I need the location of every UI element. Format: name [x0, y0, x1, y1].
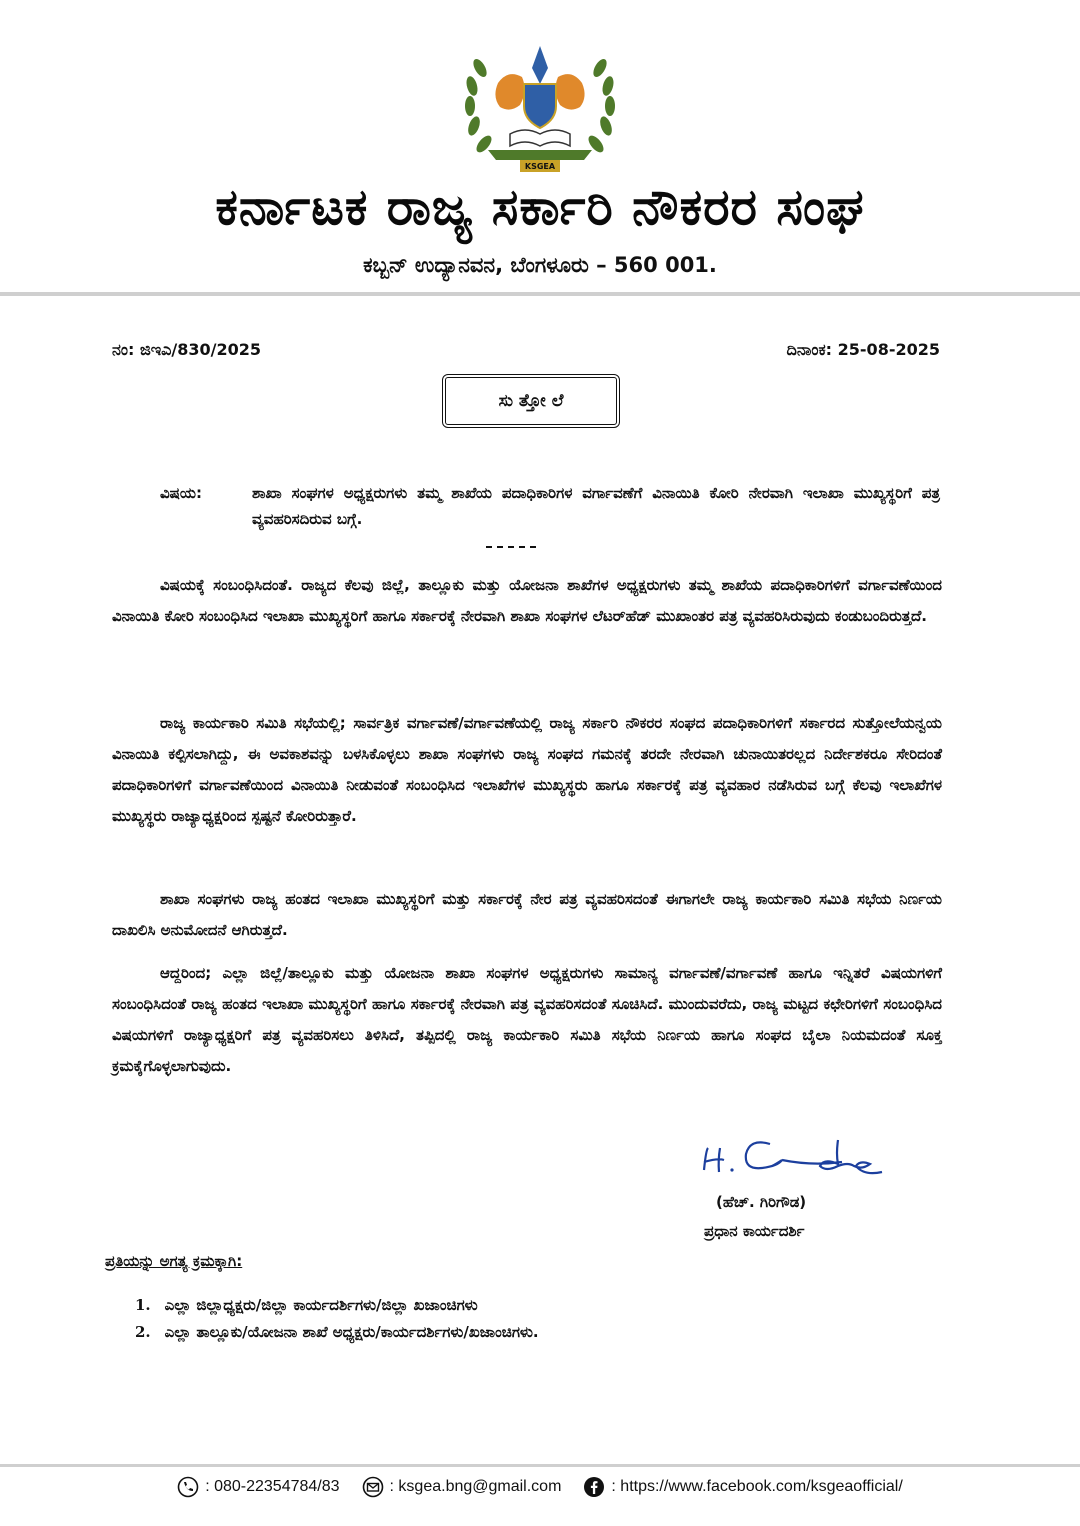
signatory-designation: ಪ್ರಧಾನ ಕಾರ್ಯದರ್ಶಿ — [704, 1222, 805, 1240]
contact-footer — [0, 1476, 1080, 1498]
list-item-text: ಎಲ್ಲಾ ಜಿಲ್ಲಾಧ್ಯಕ್ಷರು/ಜಿಲ್ಲಾ ಕಾರ್ಯದರ್ಶಿಗಳು/ಜಿಲ್ಲಾ ಖಜಾಂಚಿಗಳು — [164, 1296, 478, 1314]
circular-label-box — [442, 374, 620, 428]
phone-icon — [177, 1476, 199, 1498]
organization-title: ಕರ್ನಾಟಕ ರಾಜ್ಯ ಸರ್ಕಾರಿ ನೌಕರರ ಸಂಘ — [215, 178, 865, 236]
footer-email[interactable] — [362, 1476, 562, 1498]
list-item — [135, 1296, 478, 1314]
lion-left-icon — [495, 74, 524, 109]
lion-right-icon — [555, 74, 584, 109]
base-ribbon-icon — [488, 150, 592, 160]
body-paragraph-1: ವಿಷಯಕ್ಕೆ ಸಂಬಂಧಿಸಿದಂತೆ. ರಾಜ್ಯದ ಕೆಲವು ಜಿಲ್ಲೆ, ತಾಲ್ಲೂಕು ಮತ್ತು ಯೋಜನಾ ಶಾಖೆಗಳ ಅಧ್ಯಕ್ಷರುಗಳು ತಮ್ಮ ಶಾಖೆಯ ಪದಾಧಿಕಾರಿಗಳಿಗೆ ವರ್ಗಾವಣೆಯಿಂದ ವಿನಾಯಿತಿ ಕೋರಿ ಸಂಬಂಧಿಸಿದ ಇಲಾಖಾ ಮುಖ್ಯಸ್ಥರಿಗೆ ಹಾಗೂ ಸರ್ಕಾರಕ್ಕೆ ನೇರವಾಗಿ ಶಾಖಾ ಸಂಘಗಳ ಲೆಟರ್‌ಹೆಡ್ ಮುಖಾಂತರ ಪತ್ರ ವ್ಯವಹರಿಸಿರುವುದು ಕಂಡುಬಂದಿರುತ್ತದೆ. — [112, 576, 942, 625]
subject-label: ವಿಷಯ: — [160, 484, 202, 502]
footer-facebook-text: : https://www.facebook.com/ksgeaofficial/ — [611, 1478, 903, 1495]
footer-phone — [177, 1476, 339, 1498]
list-item-text: ಎಲ್ಲಾ ತಾಲ್ಲೂಕು/ಯೋಜನಾ ಶಾಖೆ ಅಧ್ಯಕ್ಷರು/ಕಾರ್ಯದರ್ಶಿಗಳು/ಖಜಾಂಚಿಗಳು. — [164, 1323, 539, 1341]
copy-to-heading: ಪ್ರತಿಯನ್ನು ಅಗತ್ಯ ಕ್ರಮಕ್ಕಾಗಿ: — [105, 1252, 243, 1270]
svg-text:KSGEA: KSGEA — [524, 162, 556, 171]
list-item-number: 2. — [135, 1323, 151, 1341]
ksgea-emblem — [440, 38, 640, 178]
shield-icon — [524, 84, 556, 128]
letter-date: ದಿನಾಂಕ: 25-08-2025 — [786, 340, 940, 359]
body-paragraph-3: ಶಾಖಾ ಸಂಘಗಳು ರಾಜ್ಯ ಹಂತದ ಇಲಾಖಾ ಮುಖ್ಯಸ್ಥರಿಗೆ ಮತ್ತು ಸರ್ಕಾರಕ್ಕೆ ನೇರ ಪತ್ರ ವ್ಯವಹರಿಸದಂತೆ ಈಗಾಗಲೇ ರಾಜ್ಯ ಕಾರ್ಯಕಾರಿ ಸಮಿತಿ ಸಭೆಯ ನಿರ್ಣಯ ದಾಖಲಿಸಿ ಅನುಮೋದನೆ ಆಗಿರುತ್ತದೆ. — [112, 890, 942, 939]
subject-separator — [486, 546, 536, 548]
list-item — [135, 1323, 539, 1341]
footer-phone-text: : 080-22354784/83 — [205, 1478, 340, 1495]
facebook-icon — [583, 1476, 605, 1498]
organization-address: ಕಬ್ಬನ್ ಉದ್ಯಾನವನ, ಬೆಂಗಳೂರು – 560 001. — [363, 253, 717, 277]
laurel-right-icon — [586, 57, 616, 155]
footer-facebook[interactable] — [583, 1476, 902, 1498]
subject-text: ಶಾಖಾ ಸಂಘಗಳ ಅಧ್ಯಕ್ಷರುಗಳು ತಮ್ಮ ಶಾಖೆಯ ಪದಾಧಿಕಾರಿಗಳ ವರ್ಗಾವಣೆಗೆ ವಿನಾಯಿತಿ ಕೋರಿ ನೇರವಾಗಿ ಇಲಾಖಾ ಮುಖ್ಯಸ್ಥರಿಗೆ ಪತ್ರ ವ್ಯವಹರಿಸದಿರುವ ಬಗ್ಗೆ. — [252, 484, 940, 528]
handwritten-signature — [700, 1130, 900, 1190]
email-icon — [362, 1476, 384, 1498]
signatory-name: (ಹೆಚ್. ಗಿರಿಗೌಡ) — [716, 1193, 807, 1211]
book-icon — [510, 130, 570, 146]
header-divider — [0, 292, 1080, 296]
body-paragraph-4: ಆದ್ದರಿಂದ; ಎಲ್ಲಾ ಜಿಲ್ಲೆ/ತಾಲ್ಲೂಕು ಮತ್ತು ಯೋಜನಾ ಶಾಖಾ ಸಂಘಗಳ ಅಧ್ಯಕ್ಷರುಗಳು ಸಾಮಾನ್ಯ ವರ್ಗಾವಣೆ/ವರ್ಗಾವಣೆ ಹಾಗೂ ಇನ್ನಿತರೆ ವಿಷಯಗಳಿಗೆ ಸಂಬಂಧಿಸಿದಂತೆ ರಾಜ್ಯ ಹಂತದ ಇಲಾಖಾ ಮುಖ್ಯಸ್ಥರಿಗೆ ಹಾಗೂ ಸರ್ಕಾರಕ್ಕೆ ನೇರವಾಗಿ ಪತ್ರ ವ್ಯವಹರಿಸದಂತೆ ಸೂಚಿಸಿದೆ. ಮುಂದುವರೆದು, ರಾಜ್ಯ ಮಟ್ಟದ ಕಛೇರಿಗಳಿಗೆ ಸಂಬಂಧಿಸಿದ ವಿಷಯಗಳಿಗೆ ರಾಜ್ಯಾಧ್ಯಕ್ಷರಿಗೆ ಪತ್ರ ವ್ಯವಹರಿಸಲು ತಿಳಿಸಿದೆ, ತಪ್ಪಿದಲ್ಲಿ ರಾಜ್ಯ ಕಾರ್ಯಕಾರಿ ಸಮಿತಿ ಸಭೆಯ ನಿರ್ಣಯ ಹಾಗೂ ಸಂಘದ ಬೈಲಾ ನಿಯಮದಂತೆ ಸೂಕ್ತ ಕ್ರಮಕೈಗೊಳ್ಳಲಾಗುವುದು. — [112, 964, 942, 1075]
body-paragraph-2: ರಾಜ್ಯ ಕಾರ್ಯಕಾರಿ ಸಮಿತಿ ಸಭೆಯಲ್ಲಿ; ಸಾರ್ವತ್ರಿಕ ವರ್ಗಾವಣೆ/ವರ್ಗಾವಣೆಯಲ್ಲಿ ರಾಜ್ಯ ಸರ್ಕಾರಿ ನೌಕರರ ಸಂಘದ ಪದಾಧಿಕಾರಿಗಳಿಗೆ ಸರ್ಕಾರದ ಸುತ್ತೋಲೆಯನ್ವಯ ವಿನಾಯಿತಿ ಕಲ್ಪಿಸಲಾಗಿದ್ದು, ಈ ಅವಕಾಶವನ್ನು ಬಳಸಿಕೊಳ್ಳಲು ಶಾಖಾ ಸಂಘಗಳು ರಾಜ್ಯ ಸಂಘದ ಗಮನಕ್ಕೆ ತರದೇ ನೇರವಾಗಿ ಚುನಾಯಿತರಲ್ಲದ ನಿರ್ದೇಶಕರೂ ಸೇರಿದಂತೆ ಪದಾಧಿಕಾರಿಗಳಿಗೆ ವರ್ಗಾವಣೆಯಿಂದ ವಿನಾಯಿತಿ ನೀಡುವಂತೆ ಸಂಬಂಧಿಸಿದ ಇಲಾಖೆಗಳ ಮುಖ್ಯಸ್ಥರು ಹಾಗೂ ಸರ್ಕಾರಕ್ಕೆ ಪತ್ರ ವ್ಯವಹಾರ ನಡೆಸಿರುವ ಬಗ್ಗೆ ಕೆಲವು ಇಲಾಖೆಗಳ ಮುಖ್ಯಸ್ಥರು ರಾಜ್ಯಾಧ್ಯಕ್ಷರಿಂದ ಸ್ಪಷ್ಟನೆ ಕೋರಿರುತ್ತಾರೆ. — [112, 714, 942, 825]
footer-email-text: : ksgea.bng@gmail.com — [389, 1478, 562, 1495]
list-item-number: 1. — [135, 1296, 151, 1314]
circular-label: ಸು ತ್ತೋ ಲೆ — [498, 391, 564, 411]
reference-number: ನಂ: ಜಿಇಎ/830/2025 — [112, 340, 261, 359]
pen-nib-icon — [532, 46, 548, 84]
laurel-left-icon — [465, 57, 495, 155]
footer-divider — [0, 1464, 1080, 1467]
